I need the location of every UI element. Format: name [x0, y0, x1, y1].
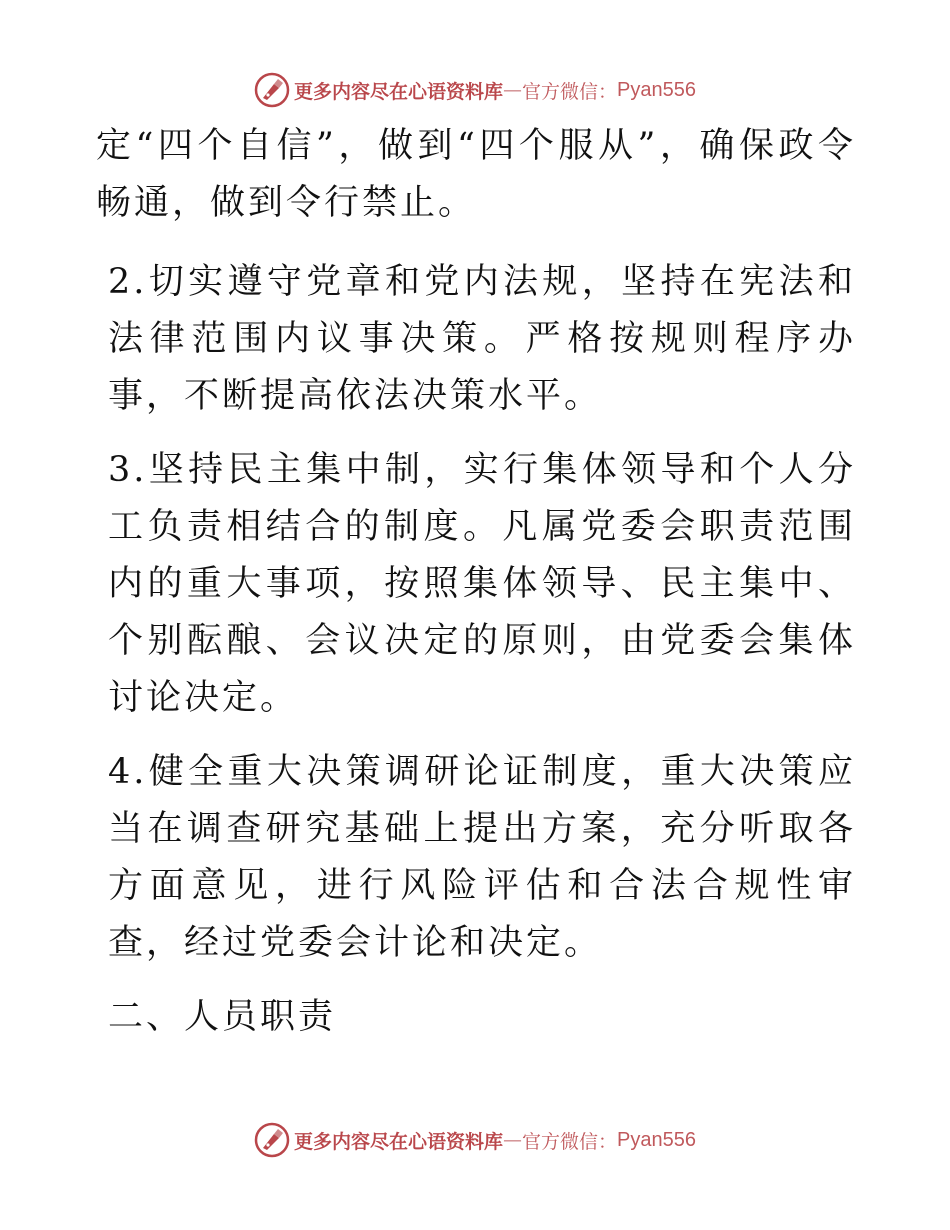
footer-watermark-banner — [0, 1120, 950, 1160]
banner-wechat-label: 官方微信： — [522, 80, 618, 103]
paragraph-item-3: 3.坚持民主集中制，实行集体领导和个人分工负责相结合的制度。凡属党委会职责范围内的重大事项，按照集体领导、民主集中、个别酝酿、会议决定的原则，由党委会集体讨论决定。 — [108, 450, 856, 718]
header-watermark-banner — [0, 70, 950, 110]
banner-site-name: 更多内容尽在心语资料库 — [294, 80, 504, 103]
banner-site-name: 更多内容尽在心语资料库 — [294, 1130, 504, 1153]
pen-nib-logo-icon — [254, 1122, 290, 1158]
banner-wechat-label: 官方微信： — [522, 1130, 618, 1153]
paragraph-continued: 定“四个自信”，做到“四个服从”，确保政令畅通，做到令行禁止。 — [96, 126, 856, 223]
banner-wechat-id: Pyan556 — [617, 78, 696, 101]
document-body — [96, 118, 856, 1046]
banner-dash: — — [503, 79, 523, 101]
pen-nib-logo-icon — [254, 72, 290, 108]
section-heading: 二、人员职责 — [108, 997, 337, 1037]
paragraph-item-2: 2.切实遵守党章和党内法规，坚持在宪法和法律范围内议事决策。严格按规则程序办事，不断提高依法决策水平。 — [108, 262, 856, 416]
paragraph-item-4: 4.健全重大决策调研论证制度，重大决策应当在调查研究基础上提出方案，充分听取各方面意见，进行风险评估和合法合规性审查，经过党委会计论和决定。 — [108, 752, 856, 963]
banner-dash: — — [503, 1129, 523, 1151]
banner-wechat-id: Pyan556 — [617, 1128, 696, 1151]
